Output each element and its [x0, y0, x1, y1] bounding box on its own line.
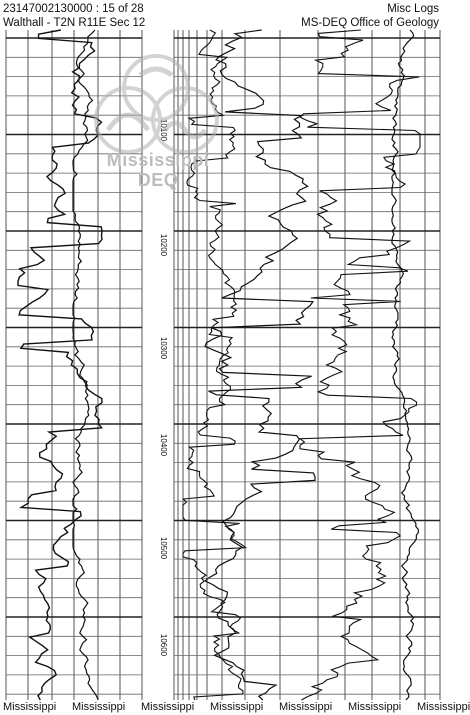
footer-watermark-label: Mississippi [279, 701, 333, 713]
watermark-text [98, 150, 218, 190]
well-log-scan [0, 30, 445, 700]
well-location: Walthall - T2N R11E Sec 12 [3, 17, 146, 29]
footer-watermark-label: Mississippi [417, 701, 470, 713]
footer-watermark-label: Mississippi [72, 701, 126, 713]
depth-label: 10600 [159, 633, 168, 657]
footer-watermark-label: Mississippi [210, 701, 264, 713]
depth-label: 10100 [159, 118, 168, 142]
depth-label: 10400 [159, 433, 168, 457]
footer-watermark-strip [0, 700, 470, 715]
ms-deq-seal-icon [96, 56, 217, 152]
agency-name: MS-DEQ Office of Geology [301, 17, 439, 29]
sp-curve [18, 30, 102, 700]
log-type: Misc Logs [387, 3, 439, 15]
depth-label: 10200 [159, 233, 168, 257]
log-curves [18, 30, 420, 700]
footer-watermark-label: Mississippi [348, 701, 402, 713]
footer-watermark-label: Mississippi [3, 701, 57, 713]
watermark-line2: DEQ [137, 170, 179, 190]
watermark-line1: Mississippi [106, 150, 210, 170]
well-api-page: 23147002130000 : 15 of 28 [3, 3, 144, 15]
depth-label: 10500 [159, 536, 168, 560]
footer-watermark-label: Mississippi [141, 701, 195, 713]
gamma-curve [73, 30, 98, 700]
depth-label: 10300 [159, 336, 168, 360]
